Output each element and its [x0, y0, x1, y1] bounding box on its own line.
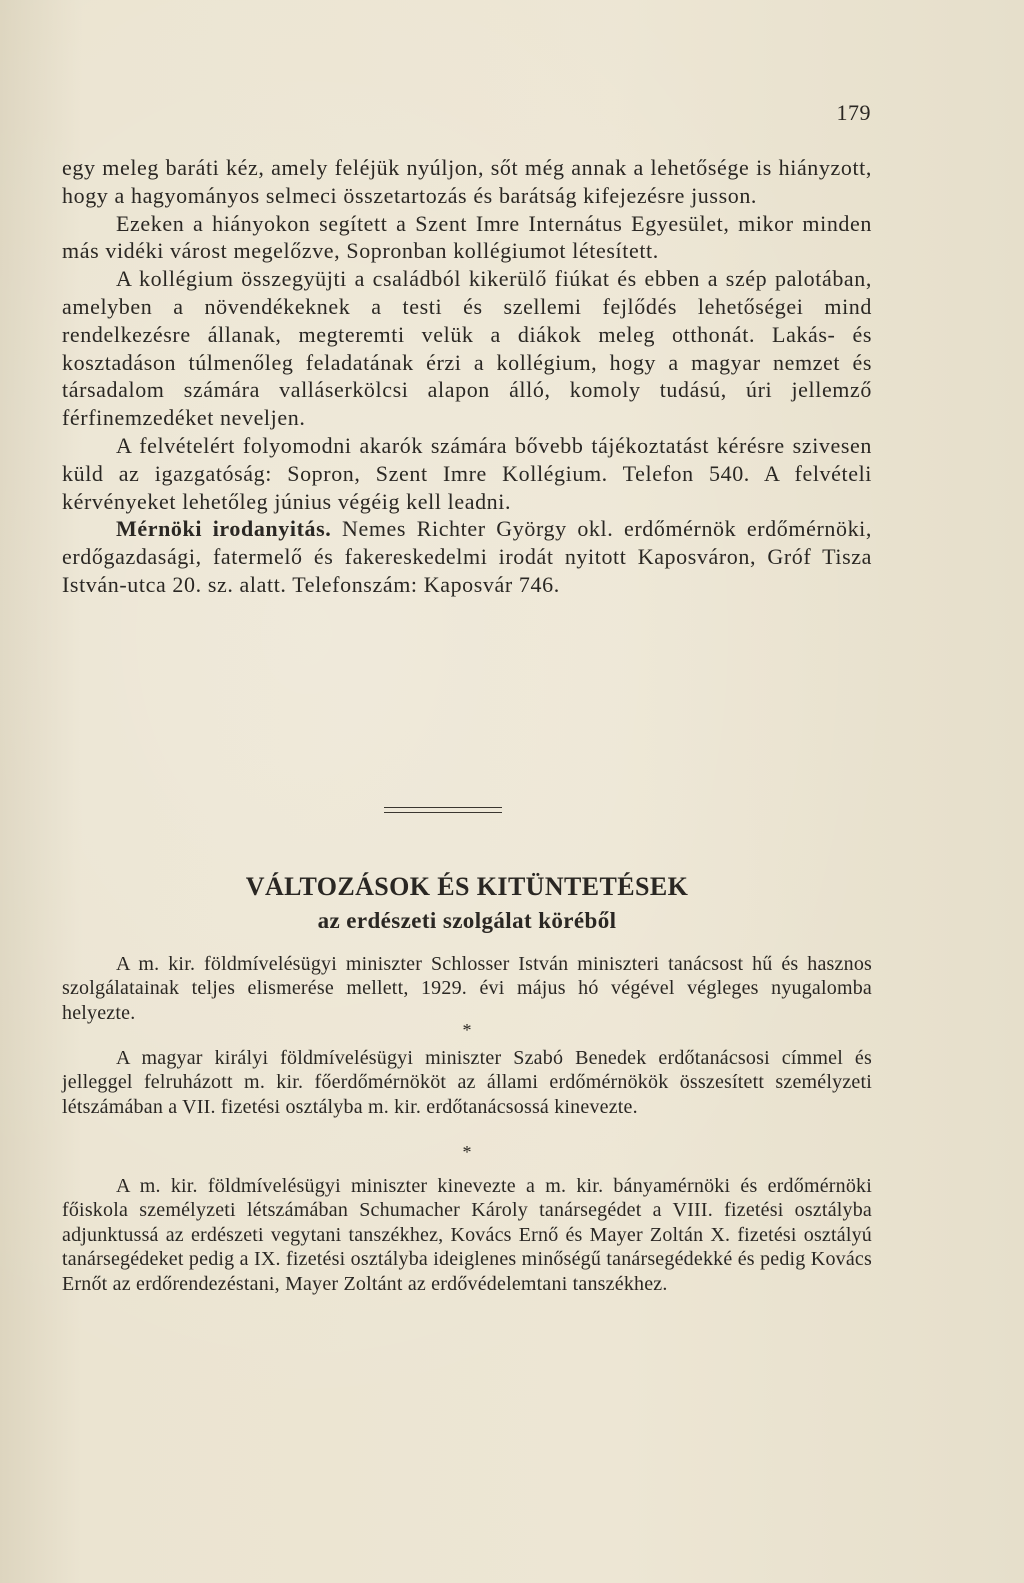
page-number: 179: [836, 100, 871, 125]
asterisk-separator-2: *: [462, 1142, 472, 1162]
notice-paragraph: [62, 515, 872, 598]
news-item-2-text: A magyar királyi földmívelésügyi miniszter Szabó Benedek erdőtanácsosi címmel és jelleggel felruházott m. kir. főerdőmérnököt az állami erdőmérnökök összesített személyzeti létszámában a VII. fizetési osztályba m. kir. erdőtanácsossá kinevezte.: [62, 1047, 872, 1118]
section-divider-top: [384, 807, 502, 808]
news-item-3-text: A m. kir. földmívelésügyi miniszter kinevezte a m. kir. bányamérnöki és erdőmérnöki főiskola személyzeti létszámában Schumacher Károly tanársegédet a VIII. fizetési osztályba adjunktussá az erdészeti vegytani tanszékhez, Kovács Ernő és Mayer Zoltán X. fizetési osztályú tanársegédeket pedig a IX. fizetési osztályba ideiglenes minőségű tanársegédekké és pedig Kovács Ernőt az erdőrendezéstani, Mayer Zoltánt az erdővédelemtani tanszékhez.: [62, 1175, 872, 1295]
paragraph-4: A felvételért folyomodni akarók számára bővebb tájékoztatást kérésre szivesen küld az igazgatóság: Sopron, Szent Imre Kollégium. Telefon 540. A felvételi kérvényeket lehetőleg június végéig kell leadni.: [62, 432, 872, 514]
news-item-3: [62, 1174, 872, 1296]
section-subtitle: az erdészeti szolgálat köréből: [317, 908, 617, 933]
asterisk-separator-1: *: [462, 1020, 472, 1040]
paragraph-3: A kollégium összegyüjti a családból kikerülő fiúkat és ebben a szép palotában, amelyben a növendékeknek a testi és szellemi fejlődés lehetőségei mind rendelkezésre állanak, megteremti velük a diákok meleg otthonát. Lakás- és kosztadáson túlmenőleg feladatának érzi a kollégium, hogy a magyar nemzet és társadalom számára valláserkölcsi alapon álló, komoly tudású, úri jellemző férfinemzedéket neveljen.: [62, 266, 872, 431]
paragraph-1: egy meleg baráti kéz, amely feléjük nyúljon, sőt még annak a lehetősége is hiányzott, hogy a hagyományos selmeci összetartozás és barátság kifejezésre jusson.: [62, 155, 872, 208]
section-title: VÁLTOZÁSOK ÉS KITÜNTETÉSEK: [245, 872, 689, 901]
notice-text: Nemes Richter György okl. erdőmérnök erdőmérnöki, erdőgazdasági, fatermelő és fakereskedelmi irodát nyitott Kaposváron, Gróf Tisza István-utca 20. sz. alatt. Telefonszám: Kaposvár 746.: [62, 516, 872, 597]
news-item-2: [62, 1046, 872, 1119]
notice-heading: Mérnöki irodanyitás.: [116, 516, 332, 542]
news-item-1-text: A m. kir. földmívelésügyi miniszter Schlosser István miniszteri tanácsost hű és hasznos szolgálatainak teljes elismerése mellett, 1929. évi május hó végével végleges nyugalomba helyezte.: [62, 953, 872, 1024]
section-divider-bottom: [384, 812, 502, 813]
news-item-1: [62, 952, 872, 1025]
article-body: [62, 154, 872, 599]
paragraph-2: Ezeken a hiányokon segített a Szent Imre Internátus Egyesület, mikor minden más vidéki várost megelőzve, Sopronban kollégiumot létesített.: [62, 210, 872, 264]
